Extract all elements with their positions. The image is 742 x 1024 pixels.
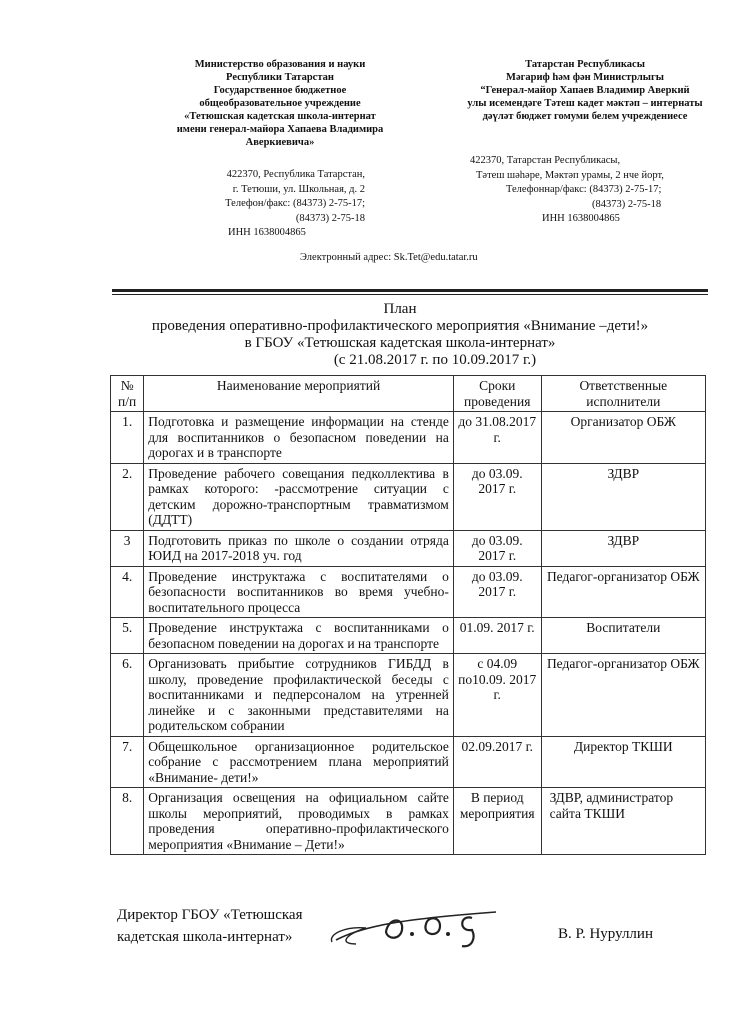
row-name: Подготовить приказ по школе о создании отряда ЮИД на 2017-2018 уч. год — [144, 530, 454, 566]
header-left-line: общеобразовательное учреждение — [199, 98, 361, 109]
address-right-line: ИНН 1638004865 — [542, 213, 620, 224]
plan-table — [110, 375, 706, 855]
header-right — [440, 58, 730, 123]
row-resp: Воспитатели — [541, 618, 705, 654]
table-row — [111, 618, 706, 654]
header-left-line: имени генерал-майора Хапаева Владимира — [176, 124, 384, 135]
address-right-line: 422370, Татарстан Республикасы, — [470, 155, 621, 166]
row-num: 8. — [111, 788, 144, 855]
address-left-line: г. Тетюши, ул. Школьная, д. 2 — [232, 183, 365, 195]
header-left — [150, 58, 410, 149]
row-name: Организация освещения на официальном сайте школы мероприятий, проводимых в рамках проведения оперативно-профилактического мероприятия «Внимание – Дети!» — [144, 788, 454, 855]
table-row — [111, 530, 706, 566]
header-left-line: Государственное бюджетное — [213, 85, 347, 96]
header-divider-thin — [112, 294, 708, 295]
address-right-line: Тәтеш шәһәре, Мәктәп урамы, 2 нче йорт, — [476, 169, 664, 181]
address-right-line: (84373) 2-75-18 — [592, 198, 662, 210]
table-row — [111, 788, 706, 855]
title-line: проведения оперативно-профилактического мероприятия «Внимание –дети!» — [151, 318, 649, 334]
row-num: 1. — [111, 412, 144, 464]
row-date: с 04.09 по10.09. 2017 г. — [453, 654, 541, 737]
row-num: 4. — [111, 566, 144, 618]
row-date: В период мероприятия — [453, 788, 541, 855]
row-num: 2. — [111, 463, 144, 530]
row-resp: ЗДВР — [541, 463, 705, 530]
table-row — [111, 654, 706, 737]
row-name: Проведение инструктажа с воспитателями о безопасности воспитанников во время учебно-воспитательного процесса — [144, 566, 454, 618]
row-name: Подготовка и размещение информации на стенде для воспитанников о безопасном поведении на дорогах и в транспорте — [144, 412, 454, 464]
header-cell-name: Наименование мероприятий — [144, 376, 454, 412]
row-resp: Педагог-организатор ОБЖ — [541, 566, 705, 618]
handwritten-signature — [326, 904, 506, 952]
row-date: до 03.09. 2017 г. — [453, 566, 541, 618]
table-row — [111, 463, 706, 530]
row-date: 02.09.2017 г. — [453, 736, 541, 788]
table-row — [111, 412, 706, 464]
row-date: до 31.08.2017 г. — [453, 412, 541, 464]
row-resp: Педагог-организатор ОБЖ — [541, 654, 705, 737]
email-address: Электронный адрес: Sk.Tet@edu.tatar.ru — [300, 252, 478, 263]
position-line: кадетская школа-интернат» — [117, 929, 293, 945]
header-right-line: Татарстан Республикасы — [525, 59, 645, 70]
header-right-line: дәүләт бюджет гомуми белем учреждениесе — [482, 111, 688, 122]
address-left-line: (84373) 2-75-18 — [295, 212, 365, 224]
table-row — [111, 566, 706, 618]
row-name: Организовать прибытие сотрудников ГИБДД в школу, проведение профилактической беседы с воспитанниками и педперсоналом на утренней линейке и с законными представителями на родительском собрании — [144, 654, 454, 737]
title-line: (с 21.08.2017 г. по 10.09.2017 г.) — [333, 352, 537, 368]
signer-name: В. Р. Нуруллин — [558, 926, 653, 942]
address-left-line: 422370, Республика Татарстан, — [226, 169, 365, 180]
header-right-line: Мәгариф һәм фән Министрлыгы — [506, 72, 664, 83]
header-left-line: «Тетюшская кадетская школа-интернат — [184, 111, 376, 122]
header-left-line: Республики Татарстан — [226, 72, 334, 83]
row-date: до 03.09. 2017 г. — [453, 530, 541, 566]
address-left-line: Телефон/факс: (84373) 2-75-17; — [225, 198, 365, 209]
row-resp: Директор ТКШИ — [541, 736, 705, 788]
row-num: 3 — [111, 530, 144, 566]
row-resp: ЗДВР — [541, 530, 705, 566]
header-right-line: “Генерал-майор Хапаев Владимир Аверкий — [480, 85, 690, 96]
header-right-line: улы исемендәге Тәтеш кадет мәктәп – интернаты — [467, 98, 703, 109]
title-line: в ГБОУ «Тетюшская кадетская школа-интернат» — [244, 335, 556, 351]
address-left-line: ИНН 1638004865 — [228, 227, 306, 238]
row-num: 7. — [111, 736, 144, 788]
title-line: План — [383, 301, 417, 317]
header-cell-date: Сроки проведения — [453, 376, 541, 412]
address-left — [150, 168, 365, 241]
row-date: 01.09. 2017 г. — [453, 618, 541, 654]
header-left-line: Аверкиевича» — [245, 137, 315, 148]
document-title — [100, 301, 700, 369]
address-right — [470, 154, 720, 227]
row-resp: ЗДВР, администратор сайта ТКШИ — [541, 788, 705, 855]
row-num: 6. — [111, 654, 144, 737]
row-name: Общешкольное организационное родительское собрание с рассмотрением плана мероприятий «Внимание- дети!» — [144, 736, 454, 788]
row-name: Проведение инструктажа с воспитанниками о безопасном поведении на дорогах и на транспорте — [144, 618, 454, 654]
header-cell-resp: Ответственные исполнители — [541, 376, 705, 412]
row-date: до 03.09. 2017 г. — [453, 463, 541, 530]
row-resp: Организатор ОБЖ — [541, 412, 705, 464]
position-line: Директор ГБОУ «Тетюшская — [117, 907, 303, 923]
header-left-line: Министерство образования и науки — [194, 59, 366, 70]
header-divider — [112, 289, 708, 292]
table-row — [111, 736, 706, 788]
row-name: Проведение рабочего совещания педколлектива в рамках которого: -рассмотрение ситуации с детским дорожно-транспортным травматизмом (ДДТТ) — [144, 463, 454, 530]
signature-position — [117, 904, 357, 948]
row-num: 5. — [111, 618, 144, 654]
table-header-row — [111, 376, 706, 412]
address-right-line: Телефоннар/факс: (84373) 2-75-17; — [506, 184, 662, 195]
header-cell-num: № п/п — [111, 376, 144, 412]
